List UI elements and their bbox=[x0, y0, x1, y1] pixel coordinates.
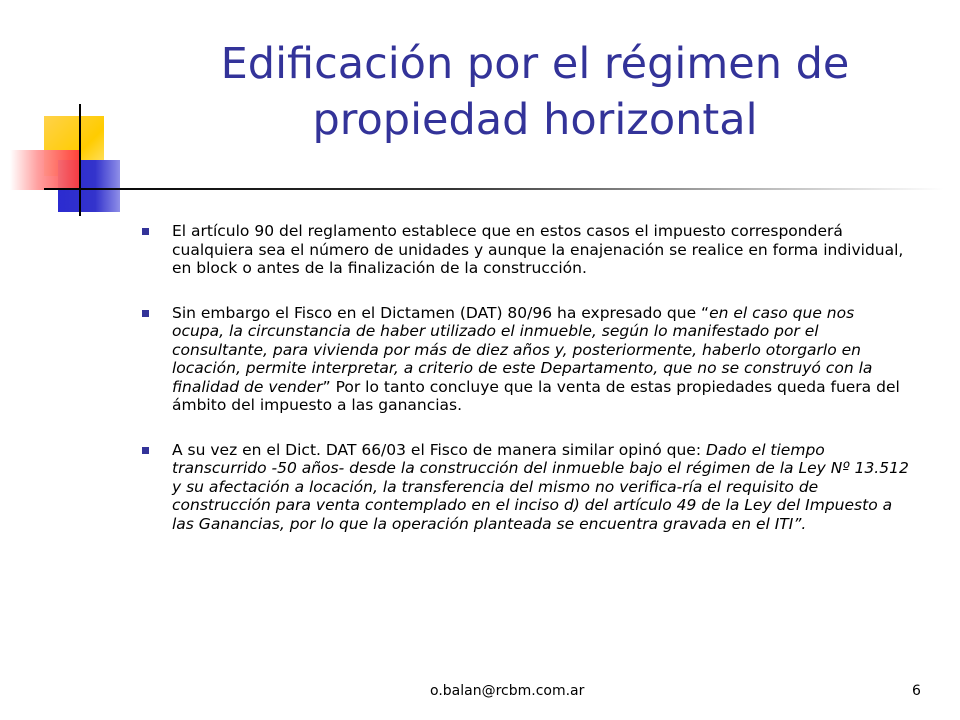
bullet-text-regular: El artículo 90 del reglamento establece que en estos casos el impuesto corresponderá cualquiera sea el número de unidades y aunque la enajenación se realice en forma individual, en block o antes de la finalización de la construcción. bbox=[172, 222, 904, 277]
slide-title: Edificación por el régimen de propiedad horizontal bbox=[220, 39, 850, 145]
title-underline bbox=[44, 188, 944, 190]
vertical-rule bbox=[79, 104, 81, 216]
bullet-square-icon bbox=[142, 310, 149, 317]
bullet-text-quote: Dado el tiempo transcurrido -50 años- desde la construcción del inmueble bajo el régimen de la Ley Nº 13.512 y su afectación a locación, la transferencia del mismo no verifica-ría el requisito de construcción para venta contemplado en el inciso d) del artículo 49 de la Ley del Impuesto a las Ganancias, por lo que la operación planteada se encuentra gravada en el ITI”. bbox=[172, 440, 909, 533]
bullet-square-icon bbox=[142, 447, 149, 454]
bullet-text-quote: en el caso que nos ocupa, la circunstancia de haber utilizado el inmueble, según lo manifestado por el consultante, para vivienda por más de diez años y, posteriormente, haberlo otorgarlo en locación, permite interpretar, a criterio de este Departamento, que no se construyó con la finalidad de vender bbox=[172, 303, 873, 396]
bullet-text-regular: Sin embargo el Fisco en el Dictamen (DAT) 80/96 ha expresado que “ bbox=[172, 303, 710, 322]
bullet-item bbox=[130, 441, 910, 534]
bullet-item bbox=[130, 304, 910, 415]
bullet-text-regular: ” Por lo tanto concluye que la venta de estas propiedades queda fuera del ámbito del impuesto a las ganancias. bbox=[172, 377, 900, 414]
red-gradient-decoration bbox=[10, 150, 80, 190]
bullet-text-regular: A su vez en el Dict. DAT 66/03 el Fisco de manera similar opinó que: bbox=[172, 440, 706, 459]
bullet-item bbox=[130, 222, 910, 278]
corner-decoration bbox=[0, 100, 140, 220]
footer-email: o.balan@rcbm.com.ar bbox=[430, 683, 585, 699]
bullet-square-icon bbox=[142, 228, 149, 235]
bullet-list bbox=[130, 222, 910, 559]
page-number: 6 bbox=[912, 683, 921, 699]
